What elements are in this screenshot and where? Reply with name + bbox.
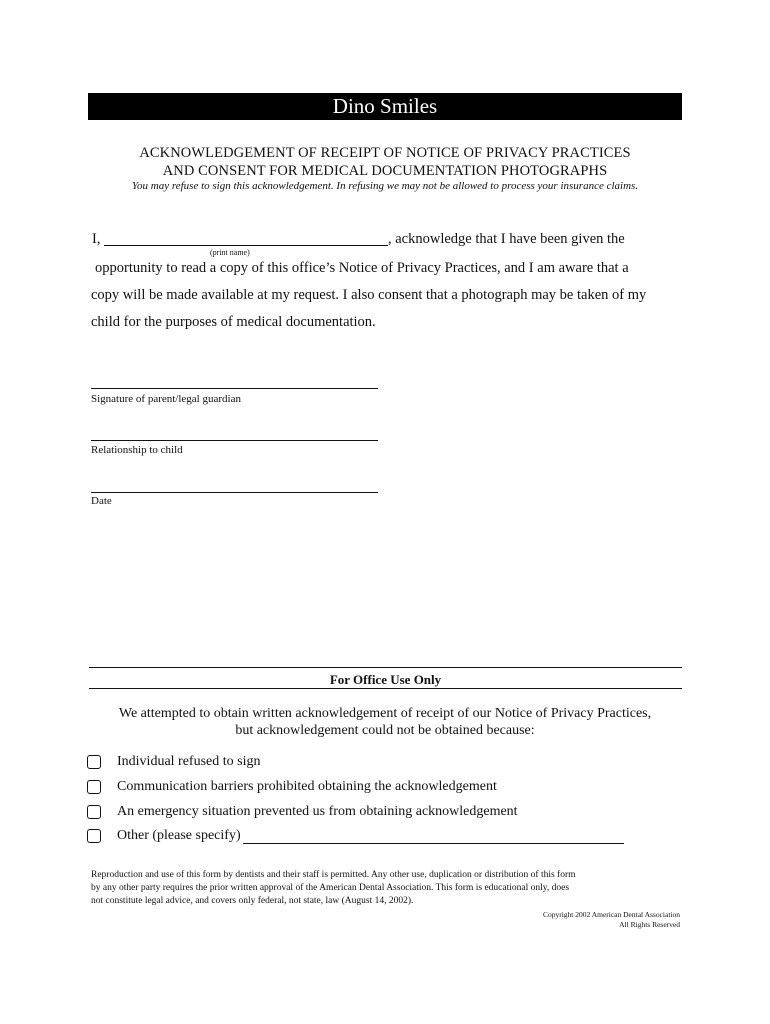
- checkbox-refused[interactable]: [87, 755, 101, 769]
- form-heading-line2: AND CONSENT FOR MEDICAL DOCUMENTATION PHOTOGRAPHS: [162, 163, 608, 179]
- date-field[interactable]: [91, 482, 378, 493]
- signature-label: Signature of parent/legal guardian: [91, 393, 241, 405]
- checkbox-communication[interactable]: [87, 780, 101, 794]
- statement-line4: child for the purposes of medical documentation.: [91, 314, 376, 330]
- statement-line1: , acknowledge that I have been given the: [388, 231, 625, 247]
- statement-line3: copy will be made available at my request. I also consent that a photograph may be taken of my: [91, 287, 647, 303]
- option-communication: Communication barriers prohibited obtaining the acknowledgement: [117, 779, 497, 794]
- office-intro-line2: but acknowledgement could not be obtained because:: [235, 723, 535, 738]
- option-other: Other (please specify): [117, 828, 241, 843]
- signature-field[interactable]: [91, 378, 378, 389]
- statement-prefix: I,: [92, 231, 101, 247]
- checkbox-other[interactable]: [87, 829, 101, 843]
- relationship-label: Relationship to child: [91, 444, 183, 456]
- practice-name-banner: Dino Smiles: [88, 93, 682, 120]
- rights-text: All Rights Reserved: [619, 920, 680, 929]
- copyright-text: Copyright 2002 American Dental Association: [542, 910, 680, 919]
- print-name-field[interactable]: [104, 231, 388, 246]
- other-specify-field[interactable]: [243, 831, 624, 844]
- office-top-rule: [89, 667, 682, 668]
- office-use-title: For Office Use Only: [329, 672, 442, 687]
- statement-line2: opportunity to read a copy of this office’s Notice of Privacy Practices, and I am aware that a: [95, 260, 629, 276]
- option-emergency: An emergency situation prevented us from obtaining acknowledgement: [117, 804, 518, 819]
- relationship-field[interactable]: [91, 430, 378, 441]
- form-heading-line1: ACKNOWLEDGEMENT OF RECEIPT OF NOTICE OF PRIVACY PRACTICES: [139, 145, 631, 161]
- office-intro-line1: We attempted to obtain written acknowledgement of receipt of our Notice of Privacy Practices,: [118, 706, 652, 721]
- date-label: Date: [91, 495, 112, 507]
- checkbox-emergency[interactable]: [87, 805, 101, 819]
- footer-line2: by any other party requires the prior written approval of the American Dental Association. This form is educational only, does: [91, 883, 570, 893]
- footer-line1: Reproduction and use of this form by dentists and their staff is permitted. Any other use, duplication or distribution of this form: [91, 870, 576, 880]
- option-refused: Individual refused to sign: [117, 754, 261, 769]
- refuse-note: You may refuse to sign this acknowledgement. In refusing we may not be allowed to process your insurance claims.: [131, 180, 639, 192]
- footer-line3: not constitute legal advice, and covers only federal, not state, law (August 14, 2002).: [91, 896, 414, 906]
- office-bottom-rule: [89, 688, 682, 689]
- print-name-label: (print name): [210, 248, 250, 257]
